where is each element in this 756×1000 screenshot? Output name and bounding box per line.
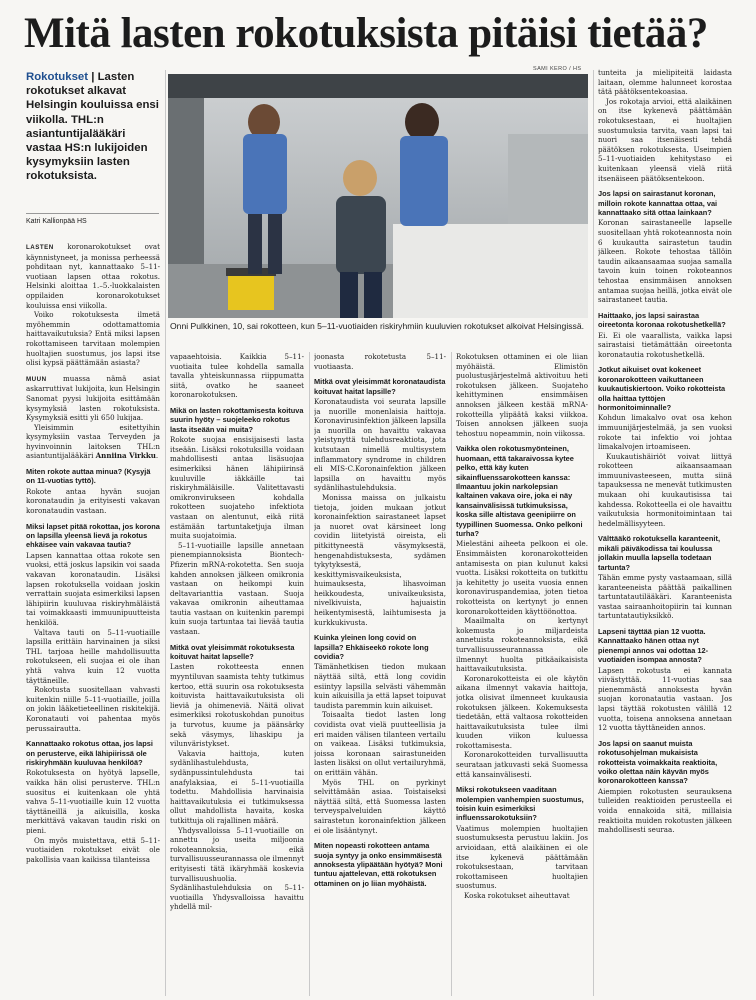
paragraph-text: .	[155, 451, 159, 461]
paragraph: Voiko rokotuksesta ilmetä myöhemmin odottamattomia haittavaikutuksia? Entä miksi lapsen rokottamiseen tarvitaan molempien huoltajien suostumus, jos lapsi itse olisi kypsä päättämään asiasta?	[26, 310, 160, 368]
article-column-2	[170, 352, 304, 996]
answer: Lapsen rokotusta ei kannata viivästyttää. 11-vuotias saa pienemmästä annoksesta hyvän suojan koronatautia vastaan. Jos lapsi täyttää rokotusten välillä 12 vuotta, toisena annoksena annetaan 12 vuotta täyttäneiden annos.	[598, 665, 732, 733]
column-rule	[593, 70, 594, 996]
answer: Vaatimus molempien huoltajien suostumuksesta perustuu lakiin. Jos arvioidaan, että alaikäinen ei ole itse kykenevä päättämään rokotuksestaan, tarvitaan rokottamiseen huoltajien suostumus.	[456, 823, 588, 891]
question-heading: Jotkut aikuiset ovat kokeneet koronarokotteen vaikuttaneen kuukautiskiertoon. Voiko rokotteista olla haittaa tyttöjen hormonitoiminnalle?	[598, 365, 726, 412]
question-heading: Jos lapsi on sairastanut koronan, milloin rokote kannattaa ottaa, vai kannattaako sitä ottaa lainkaan?	[598, 189, 718, 217]
article-column-5	[598, 68, 732, 996]
article-column-1	[26, 242, 160, 994]
paragraph: Rokotuksen ottaminen ei ole liian myöhäistä. Elimistön puolustusjärjestelmä aktivoituu heti rokotuksen jälkeen. Suojateho kehittyminen ensimmäisen annoksen jälkeen kestää mRNA-rokotteilla ylipäätä kaksi viikkoa. Toisen annoksen jälkeen suoja tehostuu nopeammin, noin viikossa.	[456, 352, 588, 438]
answer: Ei. Ei ole vaarallista, vaikka lapsi sairastaisi tietämättään oireetonta koronatautia rokotushetkellä.	[598, 330, 732, 359]
paragraph: vapaaehtoisia. Kaikkia 5–11-vuotiaita tulee kohdella samalla tavalla yhteiskunnassa riippumatta siitä, ovatko he saaneet koronarokotuksen.	[170, 352, 304, 400]
question-heading: Miksi lapset pitää rokottaa, jos korona on lapsilla yleensä lievä ja rokotus ehkäisee vain vakavaa tautia?	[26, 521, 160, 550]
answer: Lapsen kannattaa ottaa rokote sen vuoksi, että joskus lapsikin voi saada vakavan koronataudin. Lisäksi lapsen rokotuksella voidaan joskin verrattain suojata esimerkiksi lapsen lähipiirin kuuluvaa riskiryhmäläistä tai voimakkaasti immuunipuutteista henkilöä.	[26, 550, 160, 628]
answer: Mielestäni aiheeta pelkoon ei ole. Ensimmäisten koronarokotteiden antamisesta on pian kulunut kaksi vuotta. Lisäksi rokotteita on tutkittu ja kehitetty jo useita vuosia ennen koronaviruspandemiaa, joten tietoa rokotteista on kertynyt jo ennen koronarokotteiden käyttöönottoa.	[456, 539, 588, 616]
ingress-text: Lasten rokotukset alkavat Helsingin kouluissa ensi viikolla. THL:n asiantuntijalääkäri vastaa HS:n lukijoiden kysymyksiin lasten rokotuksista.	[26, 71, 159, 183]
paragraph: Jos rokotaja arvioi, että alaikäinen on itse kykenevä päättämään rokotuksestaan, ei huoltajien suostumuksia tarvita, vaan lapsi tai nuori saa itsenäisesti tehdä päätöksen rokotuksesta. Useimpien 5–11-vuotiaiden kehitystaso ei kuitenkaan yleensä vielä riitä itsenäiseen päätöksentekoon.	[598, 96, 732, 183]
question-heading: Haittaako, jos lapsi sairastaa oireetonta koronaa rokotushetkellä?	[598, 310, 726, 330]
answer: Myös THL on pyrkinyt selvittämään asiaa. Toistaiseksi näyttää siltä, että Suomessa lasten terveyspalveluiden käyttö sairastetun koronainfektion jälkeen ei ole lisääntynyt.	[314, 777, 446, 835]
expert-name: Anniina Virkku	[95, 451, 156, 461]
answer: Maailmalta on kertynyt kokemusta jo miljardeista annetuista rokoteannoksista, eikä turvallisuusseurannassa ole ilmennyt huolta pitkäaikaisista haittavaikutuksista.	[456, 616, 588, 674]
answer: Koronarokotteiden turvallisuutta seurataan jatkuvasti sekä Suomessa että kansainvälisesti.	[456, 750, 588, 779]
answer: Rokote antaa hyvän suojan koronataudin ja erityisesti vakavan koronataudin vastaan.	[26, 486, 160, 516]
answer: Valtava tauti on 5–11-vuotiaille lapsilla erittäin harvinainen ja siksi THL tarjoaa heille mahdollisuutta rokotukseen, eli suojaa ei ole ihan yhtä vahva kuin 12 vuotta täyttäneille.	[26, 627, 160, 685]
article-column-4	[456, 352, 588, 996]
question-heading: Mitkä ovat yleisimmät koronataudista koituvat haitat lapsille?	[314, 377, 446, 396]
answer: Rokotusta suositellaan vahvasti kuitenkin niille 5–11-vuotiaille, joilla on jokin lääketieteellinen riskitekijä. Koronatauti voi pahentaa myös perussairautta.	[26, 685, 160, 733]
answer: Aiempien rokotusten seurauksena tulleiden reaktioiden perusteella ei voida ennakoida sitä, millaisia reaktioita muiden rokotusten jälkeen mahdollisesti seuraa.	[598, 786, 732, 835]
paragraph-text: koronarokotukset ovat käynnistyneet, ja monissa perheessä pohditaan nyt, kannattaako 5–11-vuotiaan lapsen ottaa rokotus. Helsinki aloittaa 1.–5.-luokkalaisten oppilaiden koronarokotukset kouluissa ensi viikolla.	[26, 242, 160, 310]
question-heading: Kannattaako rokotus ottaa, jos lapsi on perusterve, eikä lähipiirissä ole riskiryhmään kuuluvaa henkilöä?	[26, 739, 153, 767]
answer: Koska rokotukset aiheuttavat	[464, 891, 570, 901]
paragraph: tunteita ja mielipiteitä laidasta laitaan, olemme halunneet korostaa tätä päätöksentekoasiaa.	[598, 68, 732, 97]
question-heading: Vaikka olen rokotusmyönteinen, huomaan, että takaraivossa kytee pelko, että käy kuten sikainfluenssarokotteen kanssa: Ilmaantuu jokin narkolepsian kaltainen vakava oire, joka ei näy kansainvälisissä tutkimuksissa, koska sille altistava geenipiirre on tyypillinen Suomessa. Onko pelkoni turha?	[456, 444, 583, 538]
byline: Katri Kallionpää HS	[26, 213, 159, 225]
ingress	[26, 70, 159, 184]
answer: 5–11-vuotiaille lapsille annetaan pienempiannoksista Biontech-Pfizerin mRNA-rokotetta. Sen suoja kahden annoksen jälkeen omikronia vastaan on heikompi kuin deltavarianttia vastaan. Suoja vakavaa omikronin aiheuttamaa tautia vastaan on kuitenkin parempi kuin suoja tartuntaa tai lievää tautia vastaan.	[170, 540, 304, 637]
column-rule	[451, 352, 452, 996]
answer: Rokote suojaa ensisijaisesti lasta itseään. Lisäksi rokotuksilla voidaan mahdollisesti antaa lisäsuojaa esimerkiksi hänen lähipiirinsä kuuluville iäkkäille tai riskiryhmäläisille. Valitettavasti omikronvirukseen kohdalla rokotteen suojateho infektiota vastaan on alentunut, eikä riitä estämään tartuntaketjuja ilman muita suojatoimia.	[170, 435, 304, 541]
question-heading: Mikä on lasten rokottamisesta koituva suurin hyöty – suojeleeko rokotus lasta itseään vai muita?	[170, 405, 304, 434]
answer: Yhdysvalloissa 5–11-vuotiaille on annettu jo useita miljoonia rokoteannoksia, eikä turvallisuusseurannassa ole ilmennyt erityisesti tätä ikäryhmää koskevia turvallisuushuolia. Sydänlihastulehduksia on 5–11-vuotiailla Yhdysvalloissa havaittu yhdellä mil-	[170, 825, 304, 912]
paragraph-text: Yleisimmin esitettyihin kysymyksiin vastaa Terveyden ja hyvinvoinnin laitoksen THL:n asiantuntijalääkäri	[26, 422, 160, 461]
answer: Kohdun limakalvo ovat osa kehon immuunijärjestelmää, ja sen vuoksi rokote tai infektio voi johtaa limakalvojen irtoamiseen.	[598, 413, 732, 452]
question-heading: Miten nopeasti rokotteen antama suoja syntyy ja onko ensimmäisestä annoksesta ylipäätään hyötyä? Moni tuntuu ajattelevan, että rokotuksen ottaminen on jo liian myöhäistä.	[314, 841, 443, 888]
question-heading: Lapseni täyttää pian 12 vuotta. Kannattaako hänen ottaa nyt pienempi annos vai odottaa 12-vuotiaiden isompaa annosta?	[598, 627, 709, 665]
answer: Toisaalta tiedot lasten long covidista ovat vielä puutteellisia ja eri maiden välisen tilanteen vertailu on vaikeaa. Lisäksi tutkimuksia, joissa koronaan sairastuneiden lasten lisäksi on ollut vertailuryhmä, on erittäin vähän.	[314, 710, 446, 777]
column-rule	[165, 70, 166, 996]
answer: Koronarokotteista ei ole käytön aikana ilmennyt vakavia haittoja, jotka olisivat ilmenneet kuukausia rokotuksen jälkeen. Kokemuksesta tiedetään, että valtaosa rokotteiden haittavaikutuksista tulee ilmi kuuden viikon kuluessa rokottamisesta.	[456, 673, 588, 750]
column-rule	[309, 352, 310, 996]
article-column-3	[314, 352, 446, 996]
question-heading: Jos lapsi on saanut muista rokotusohjelman mukaisista rokotteista voimakkaita reaktioita, voiko olettaa näin käyvän myös koronarokotteen kanssa?	[598, 738, 718, 786]
article-photo	[168, 74, 588, 318]
answer: Rokotuksesta on hyötyä lapselle, vaikka hän olisi perusterve. THL:n suositus ei kuitenkaan ole yhtä vahva 5–11-vuotiaille kuin 12 vuotta täyttäneillä ja aikuisilla, koska merkittävä vakavan taudin riski on pieni.	[26, 768, 160, 835]
question-heading: Miten rokote auttaa minua? (Kysyjä on 11-vuotias tyttö).	[26, 467, 151, 486]
answer: Koronan sairastaneelle lapselle suositellaan yhtä rokoteannosta noin 6 kuukautta sairastetun taudin jälkeen. Rokote tehostaa tällöin taudin aikaansaamaa suojaa samalla tavoin kuin toinen rokoteannos tehostaa ensimmäisen annoksen antamaa suojaa heillä, jotka eivät ole sairastaneet tautia.	[598, 218, 732, 305]
answer: Tämänhetkisen tiedon mukaan näyttää siltä, että long covidin esiintyy lapsilla selvästi vähemmän kuin aikuisilla ja että lapset toipuvat taudista paremmin kuin aikuiset.	[314, 662, 446, 710]
question-heading: Miksi rokotukseen vaaditaan molempien vanhempien suostumus, toisin kuin esimerkiksi influenssarokotuksiin?	[456, 785, 584, 823]
question-heading: Välttääkö rokotuksella karanteenit, mikäli päiväkodissa tai koulussa jollakin muulla lapsella todetaan tartunta?	[598, 534, 720, 572]
ingress-separator: |	[88, 71, 98, 83]
answer: Kuukautishäiriöt voivat liittyä rokotteen aikaansaamaan immuunivasteeseen, mutta siinä tapauksessa ne menevät tutkimusten mukaan ohi kuukautisissa tai kahdessa. Rokotteella ei ole havaittu vaikutuksia hormonitoimintaan tai hedelmällisyyteen.	[598, 451, 732, 528]
photo-caption: Onni Pulkkinen, 10, sai rokotteen, kun 5–11-vuotiaiden riskiryhmiin kuuluvien rokotukset alkoivat Helsingissä.	[170, 321, 584, 331]
answer: On myös muistettava, että 5–11-vuotiaiden rokotukset eivät ole pakollisia vaan kaikissa tilanteissa	[26, 835, 160, 864]
answer: Lasten rokotteesta ennen myyntiluvan saamista tehty tutkimus kertoo, että suurin osa rokotuksesta koituvista haittavaikutuksista oli lieviä ja ohimeneviä. Näitä olivat esimerkiksi rokotuskohdan punoitus ja turvotus, kuume ja päänsärky sekä väsymys, lihaskipu ja vilunväristykset.	[170, 662, 304, 749]
answer: Tähän emme pysty vastaamaan, sillä karanteeneista päättää paikallinen tartuntatautilääkäri. Karanteenista vastaa sairaanhoitopiirin tai kunnan tartuntatautiyksikkö.	[598, 573, 732, 621]
lead-in: MUUN	[26, 375, 47, 383]
answer: Koronataudista voi seurata lapsille ja nuorille monenlaisia haittoja. Koronavirusinfektion jälkeen lapsilla ja nuorilla on havaittu vakavaa yleistynyttä tulehdusreaktiota, jota kutsutaan nimellä multisystem inflammatory syndrome in children eli MIS-C.Koronainfektion jälkeen lapsilla on havaittu myös sydänlihastulehduksia.	[314, 397, 446, 493]
paragraph-text: muassa nämä asiat askarruttivat lukijoita, kun Helsingin Sanomat pyysi lukijoita esittämään kysymyksiä lasten rokotuksista. Kysymyksiä esitti yli 650 lukijaa.	[26, 373, 160, 423]
answer: Vakavia haittoja, kuten sydänlihastulehdusta, sydänpussintulehdusta tai anafylaksiaa, ei 5–11-vuotiailla todettu. Mahdollisia harvinaisia haittavaikutuksia ei tutkimuksessa ollut mahdollista havaita, koska tutkittuja oli rajallinen määrä.	[170, 748, 304, 825]
question-heading: Mitkä ovat yleisimmät rokotuksesta koituvat haitat lapselle?	[170, 642, 295, 662]
paragraph	[26, 374, 160, 423]
answer: Monissa maissa on julkaistu tietoja, joiden mukaan jotkut koronainfektion sairastaneet lapset ja nuoret ovat kärsineet long covidin liitetyistä oireista, eli pitkittyneestä väsymyksestä, hengenahdistuksesta, sydämen tykytyksestä, keskittymisvaikeuksista, huimauksesta, lihasvoiman heikkoudesta, univaikeuksista, nivelkivuista, hajuaistin heikentymisestä, laihtumisesta ja kurkkukivusta.	[314, 492, 446, 627]
paragraph	[26, 423, 160, 461]
paragraph	[26, 242, 160, 310]
photo-credit: SAMI KERO / HS	[533, 66, 582, 72]
question-heading: Kuinka yleinen long covid on lapsilla? Ehkäiseekö rokote long covidia?	[314, 633, 429, 662]
ingress-kicker: Rokotukset	[26, 71, 89, 83]
headline: Mitä lasten rokotuksista pitäisi tietää?	[24, 10, 708, 57]
lead-in: LASTEN	[26, 244, 54, 251]
paragraph: joonasta rokotetusta 5–11-vuotiaasta.	[314, 352, 446, 371]
